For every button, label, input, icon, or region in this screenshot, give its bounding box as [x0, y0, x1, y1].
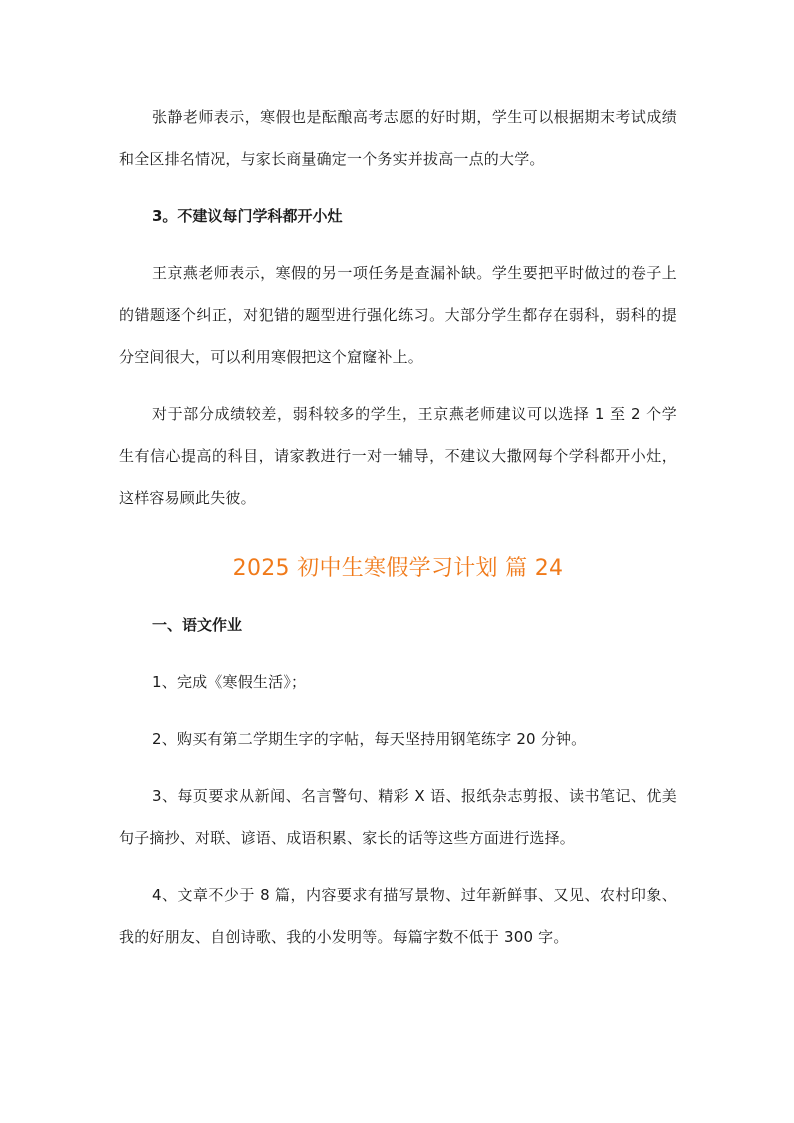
section-title: 2025 初中生寒假学习计划 篇 24 [232, 556, 564, 581]
subheading-chinese-homework: 一、语文作业 [152, 616, 243, 634]
list-item: 3、每页要求从新闻、名言警句、精彩 X 语、报纸杂志剪报、读书笔记、优美句子摘抄、对联、谚语、成语积累、家长的话等这些方面进行选择。 [119, 787, 677, 847]
document-body [119, 96, 677, 958]
subheading-no-extra-tutoring: 3。不建议每门学科都开小灶 [152, 207, 343, 225]
list-item: 4、文章不少于 8 篇，内容要求有描写景物、过年新鲜事、又见、农村印象、我的好朋友、自创诗歌、我的小发明等。每篇字数不低于 300 字。 [119, 886, 677, 946]
paragraph-wang-jingyan-review: 王京燕老师表示，寒假的另一项任务是查漏补缺。学生要把平时做过的卷子上的错题逐个纠正，对犯错的题型进行强化练习。大部分学生都存在弱科，弱科的提分空间很大，可以利用寒假把这个窟窿补上。 [119, 264, 677, 366]
paragraph-wang-jingyan-tutor: 对于部分成绩较差，弱科较多的学生，王京燕老师建议可以选择 1 至 2 个学生有信心提高的科目，请家教进行一对一辅导，不建议大撒网每个学科都开小灶，这样容易顾此失彼。 [119, 405, 677, 507]
list-item: 1、完成《寒假生活》； [152, 673, 307, 691]
list-item: 2、购买有第二学期生字的字帖，每天坚持用钢笔练字 20 分钟。 [152, 730, 587, 748]
paragraph-zhang-jing: 张静老师表示，寒假也是酝酿高考志愿的好时期，学生可以根据期末考试成绩和全区排名情况，与家长商量确定一个务实并拔高一点的大学。 [119, 108, 677, 168]
